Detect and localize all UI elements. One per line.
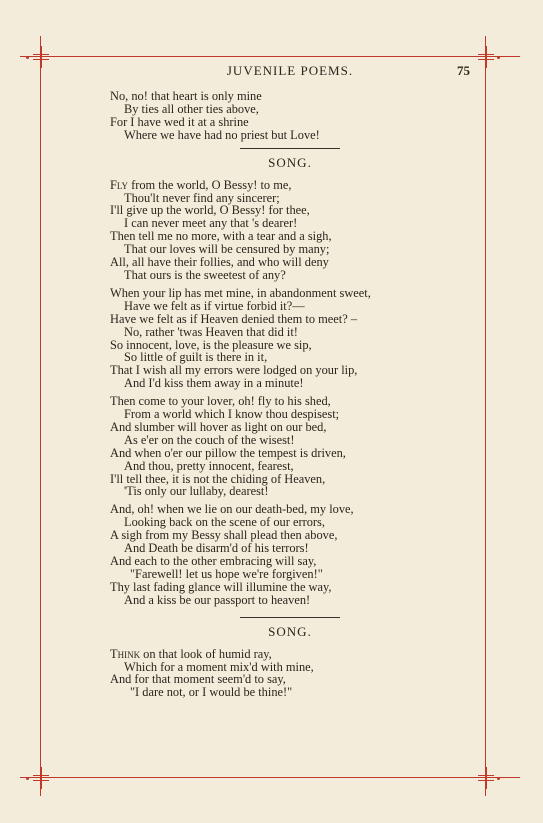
section-divider xyxy=(240,617,340,618)
poem-line: And each to the other embracing will say, xyxy=(110,554,317,568)
poem-line: That I wish all my errors were lodged on your lip, xyxy=(110,363,358,378)
poem-line: Which for a moment mix'd with mine, xyxy=(124,659,314,674)
page-header xyxy=(110,63,470,79)
song1-stanza-4 xyxy=(110,503,470,606)
initial-word: Fly xyxy=(110,177,128,192)
poem-line: Thou'lt never find any sincerer; xyxy=(124,190,280,205)
left-border-rule xyxy=(40,36,41,796)
corner-ornament-bottom-right xyxy=(477,767,495,789)
poem-line: And slumber will hover as light on our bed, xyxy=(110,419,327,434)
poem-line: Think on that look of humid ray, xyxy=(110,646,272,661)
poem-line: And, oh! when we lie on our death-bed, my love, xyxy=(110,502,354,517)
corner-ornament-bottom-left xyxy=(32,767,50,789)
poem-line: Have we felt as if Heaven denied them to meet? – xyxy=(110,311,358,326)
initial-word: Think xyxy=(110,646,141,661)
poem-line: And for that moment seem'd to say, xyxy=(110,672,286,687)
poem-line: When your lip has met mine, in abandonment sweet, xyxy=(110,285,371,300)
page-number: 75 xyxy=(457,63,470,78)
poem-line: By ties all other ties above, xyxy=(124,101,259,116)
song1-stanza-2 xyxy=(110,287,470,390)
section-divider xyxy=(240,148,340,149)
stanza-top xyxy=(110,90,470,142)
poem-line: That ours is the sweetest of any? xyxy=(124,267,286,282)
poem-line: Then tell me no more, with a tear and a sigh, xyxy=(110,229,332,244)
poem-text xyxy=(110,90,470,699)
poem-line: And a kiss be our passport to heaven! xyxy=(124,592,311,607)
poem-line: For I have wed it at a shrine xyxy=(110,114,249,129)
poem-line: A sigh from my Bessy shall plead then above, xyxy=(110,528,338,543)
bottom-border-rule xyxy=(20,777,520,778)
poem-line: And Death be disarm'd of his terrors! xyxy=(124,541,309,556)
poem-line: Where we have had no priest but Love! xyxy=(124,127,320,142)
song-title: SONG. xyxy=(268,623,312,639)
song1-stanza-3 xyxy=(110,395,470,498)
top-border-rule xyxy=(20,56,520,57)
corner-ornament-top-left xyxy=(32,46,50,68)
poem-line: I can never meet any that 's dearer! xyxy=(124,216,298,231)
song2-stanza-1 xyxy=(110,648,470,700)
poem-line: That our loves will be censured by many; xyxy=(124,242,330,257)
poem-line: So innocent, love, is the pleasure we sip, xyxy=(110,337,312,352)
poem-line: From a world which I know thou despisest; xyxy=(124,407,340,422)
poem-line: And when o'er our pillow the tempest is driven, xyxy=(110,445,346,460)
poem-line: No, no! that heart is only mine xyxy=(110,89,262,103)
right-border-rule xyxy=(485,36,486,796)
running-title: JUVENILE POEMS. xyxy=(226,63,354,78)
poem-line: Then come to your lover, oh! fly to his shed, xyxy=(110,394,331,409)
poem-line: Looking back on the scene of our errors, xyxy=(124,515,325,530)
poem-line: I'll tell thee, it is not the chiding of Heaven, xyxy=(110,471,326,486)
poem-line: "Farewell! let us hope we're forgiven!" xyxy=(130,566,323,581)
poem-line: Thy last fading glance will illumine the way, xyxy=(110,579,332,594)
poem-line: All, all have their follies, and who will deny xyxy=(110,255,329,270)
song1-stanza-1 xyxy=(110,179,470,282)
poem-line: I'll give up the world, O Bessy! for thee, xyxy=(110,203,310,218)
poem-line: Have we felt as if virtue forbid it?— xyxy=(124,298,305,313)
poem-line: No, rather 'twas Heaven that did it! xyxy=(124,324,298,339)
poem-line: As e'er on the couch of the wisest! xyxy=(124,432,295,447)
song-title: SONG. xyxy=(268,154,312,170)
poem-line: Fly from the world, O Bessy! to me, xyxy=(110,177,292,192)
poem-line: "I dare not, or I would be thine!" xyxy=(130,685,293,700)
poem-line: And thou, pretty innocent, fearest, xyxy=(124,458,294,473)
corner-ornament-top-right xyxy=(477,46,495,68)
poem-line: So little of guilt is there in it, xyxy=(124,350,268,365)
poem-line: 'Tis only our lullaby, dearest! xyxy=(124,484,269,499)
poem-line: And I'd kiss them away in a minute! xyxy=(124,376,304,391)
